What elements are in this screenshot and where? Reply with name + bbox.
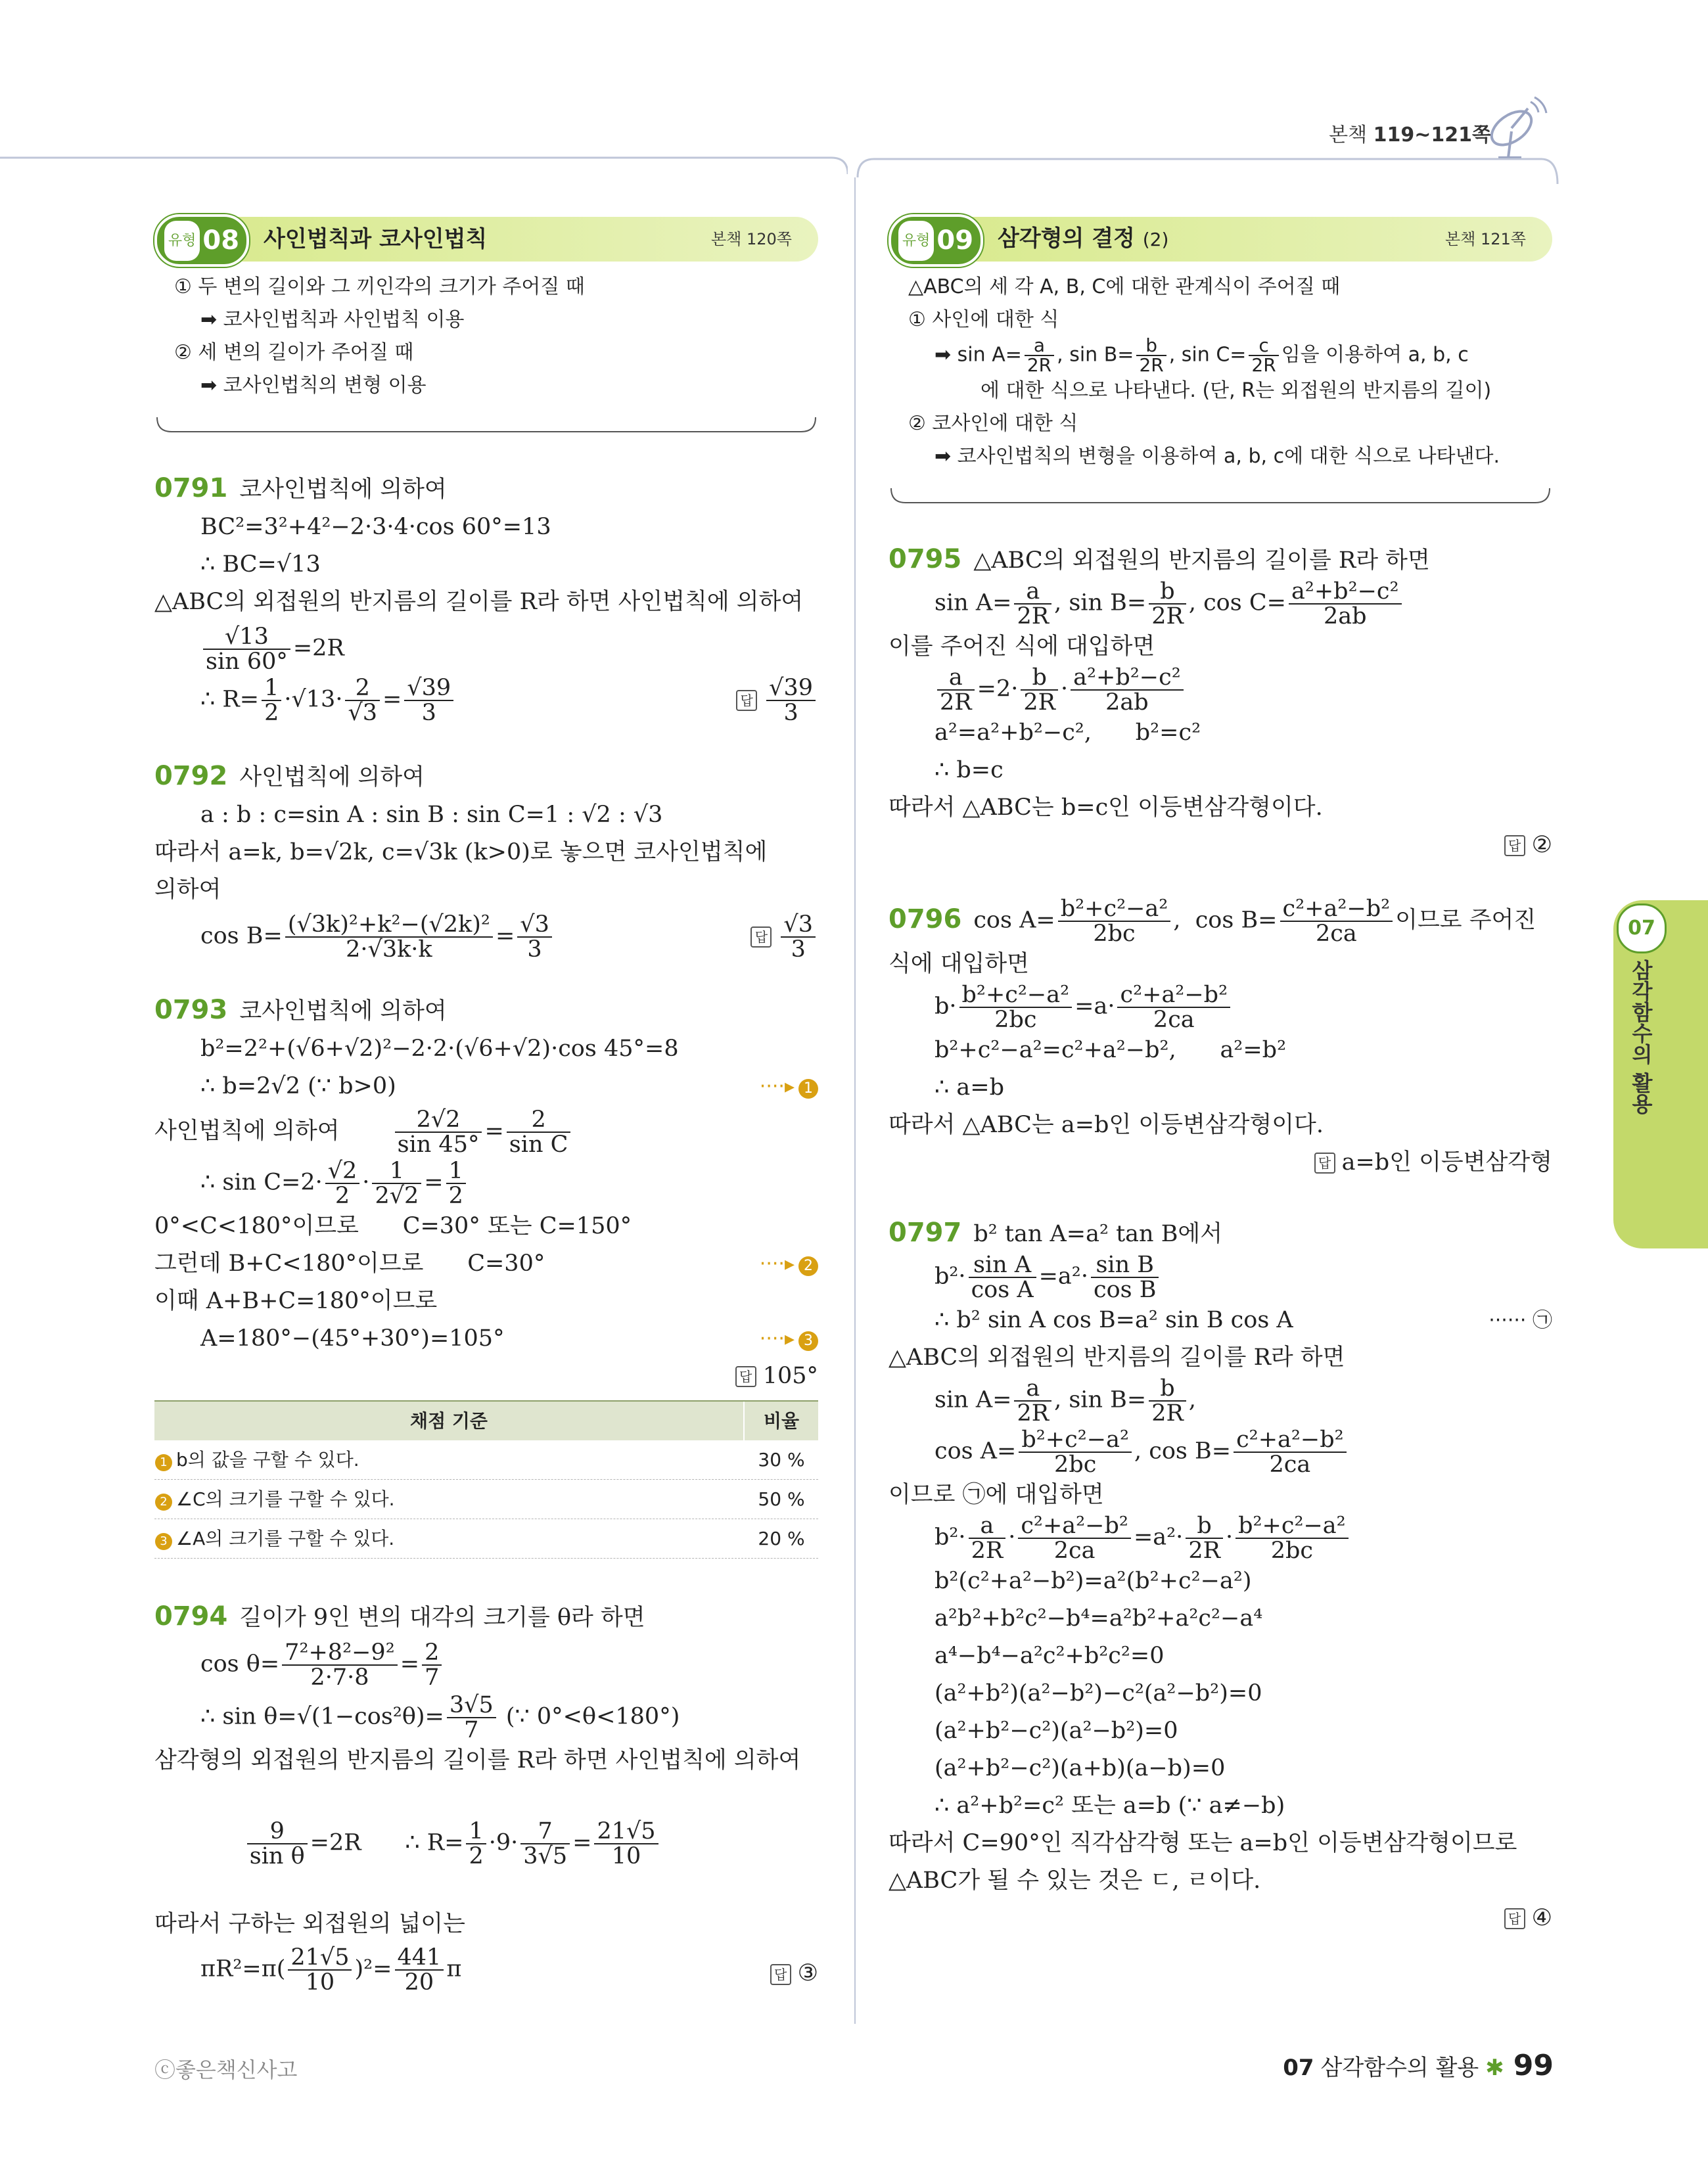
type-badge: 유형 08 bbox=[154, 214, 249, 267]
equation-line: sin A= $\frac{a}{2R}$ , sin B= $\frac{b}{2R}$ , cos C= $\frac{\text{a²+b²−c²}}{2ab}$ bbox=[889, 580, 1552, 628]
type-page-ref: 본책 121쪽 bbox=[1445, 229, 1526, 248]
equation-line: sin A= $\frac{a}{2R}$ , sin B= $\frac{b}{2R}$ , bbox=[935, 1375, 1196, 1427]
text-line: 의하여 bbox=[154, 877, 221, 903]
type-title: 삼각형의 결정 (2) bbox=[998, 225, 1169, 252]
fraction: $\frac{√13}{\sin 60^\circ}$ bbox=[203, 625, 290, 674]
answer: 답 105° bbox=[154, 1358, 818, 1395]
tips-bracket bbox=[889, 487, 1552, 505]
answer: 답 ③ bbox=[770, 1955, 818, 1992]
right-column bbox=[889, 217, 1552, 1937]
equation-line: 사인법칙에 의하여 $\frac{2√2}{\sin 45^\circ}$ = $\frac{2}{\text{sin C}}$ bbox=[154, 1108, 818, 1156]
tip-line: ② 코사인에 대한 식 bbox=[908, 412, 1078, 435]
type-banner-09 bbox=[889, 217, 1552, 262]
tip-line: ① 사인에 대한 식 bbox=[908, 308, 1059, 331]
text-line: △ABC의 외접원의 반지름의 길이를 R라 하면 bbox=[973, 547, 1430, 574]
problem-number: 0795 bbox=[889, 544, 962, 574]
answer: 답 ② bbox=[889, 827, 1552, 864]
step-marker: ····▸ 3 bbox=[760, 1320, 818, 1358]
equation-line: ∴ a²+b²=c² 또는 a=b (∵ a≠−b) bbox=[935, 1793, 1285, 1819]
page-number: 99 bbox=[1513, 2049, 1554, 2082]
tip-line: 에 대한 식으로 나타낸다. (단, R는 외접원의 반지름의 길이) bbox=[981, 379, 1492, 402]
chapter-title: 삼각함수의 활용 bbox=[1320, 2055, 1479, 2081]
star-icon: ✱ bbox=[1485, 2055, 1504, 2081]
page-footer bbox=[1283, 2049, 1554, 2082]
publisher-credit: ⓒ좋은책신사고 bbox=[154, 2057, 298, 2082]
step-marker: ····▸ 1 bbox=[760, 1068, 818, 1105]
equation-line: ∴ a=b bbox=[935, 1074, 1004, 1101]
equation-line: b²+c²−a²=c²+a²−b², a²=b² bbox=[935, 1037, 1287, 1063]
table-header: 비율 bbox=[744, 1401, 818, 1440]
right-column-top-curve bbox=[851, 145, 1561, 197]
problem-number: 0792 bbox=[154, 761, 228, 791]
answer: 답 a=b인 이등변삼각형 bbox=[889, 1144, 1552, 1181]
problem-number: 0796 bbox=[889, 904, 962, 934]
equation-line: A=180°−(45°+30°)=105° ····▸ 3 bbox=[154, 1320, 818, 1358]
tip-line: ➡ sin A= $\frac{a}{2R}$ , sin B= $\frac{b}{2R}$ , sin C= $\frac{c}{2R}$ 임을 이용하여 a, b, c bbox=[935, 334, 1469, 376]
answer: 답 $\frac{√39}{3}$ bbox=[736, 676, 818, 725]
table-row: 1 b의 값을 구할 수 있다. 30 % bbox=[154, 1440, 818, 1480]
text-line: 코사인법칙에 의하여 bbox=[239, 476, 447, 503]
equation-line: cos A= $\frac{\text{b²+c²−a²}}{2bc}$ , cos B= $\frac{\text{c²+a²−b²}}{2ca}$ bbox=[889, 1428, 1552, 1476]
text-line: 이때 A+B+C=180°이므로 bbox=[154, 1288, 438, 1314]
table-row: 3 ∠A의 크기를 구할 수 있다. 20 % bbox=[154, 1519, 818, 1559]
solution-0792 bbox=[154, 758, 818, 961]
problem-number: 0791 bbox=[154, 473, 228, 503]
answer: 답 ④ bbox=[889, 1900, 1552, 1937]
table-header: 채점 기준 bbox=[154, 1401, 744, 1440]
text-line: △ABC가 될 수 있는 것은 ㄷ, ㄹ이다. bbox=[889, 1867, 1261, 1894]
equation-line: ∴ b=2√2 (∵ b>0) ····▸ 1 bbox=[154, 1068, 818, 1105]
tip-line: ① 두 변의 길이와 그 끼인각의 크기가 주어질 때 bbox=[174, 275, 585, 298]
text-line: 삼각형의 외접원의 반지름의 길이를 R라 하면 사인법칙에 의하여 bbox=[154, 1747, 801, 1773]
chapter-tab-number: 07 bbox=[1617, 904, 1667, 953]
equation-line: cos B= $\frac{\text{(√3k)²+k²−(√2k)²}}{2\cdot√3k\cdot k}$ = $\frac{√3}{3}$ 답 $\frac{√3}{3}$ bbox=[154, 913, 818, 961]
problem-number: 0793 bbox=[154, 995, 228, 1025]
text-line: △ABC의 외접원의 반지름의 길이를 R라 하면 사인법칙에 의하여 bbox=[154, 589, 804, 615]
text-line: 이를 주어진 식에 대입하면 bbox=[889, 633, 1155, 660]
type-tips bbox=[889, 271, 1552, 480]
equation-line: $\frac{9}{\text{sin θ}}$ =2R ∴ R= $\frac{1}{2}$ ·9· $\frac{7}{3√5}$ = $\frac{21√5}{10}$ bbox=[154, 1782, 818, 1906]
equation-line: a : b : c=sin A : sin B : sin C=1 : √2 : √3 bbox=[200, 802, 663, 828]
text-line: 식에 대입하면 bbox=[889, 951, 1029, 977]
equation-line: a⁴−b⁴−a²c²+b²c²=0 bbox=[935, 1643, 1165, 1669]
tip-line: ➡ 코사인법칙의 변형 이용 bbox=[200, 374, 427, 397]
tip-line: ② 세 변의 길이가 주어질 때 bbox=[174, 341, 414, 364]
equation-line: cos θ= $\frac{\text{7²+8²−9²}}{2\cdot 7\cdot 8}$ = $\frac{2}{7}$ bbox=[154, 1641, 818, 1689]
tips-bracket bbox=[154, 416, 818, 434]
text-line: 따라서 △ABC는 a=b인 이등변삼각형이다. bbox=[889, 1112, 1324, 1138]
left-column bbox=[154, 217, 818, 1994]
left-column-top-curve bbox=[0, 145, 848, 177]
tip-line: △ABC의 세 각 A, B, C에 대한 관계식이 주어질 때 bbox=[908, 275, 1341, 298]
solution-0795 bbox=[889, 541, 1552, 864]
page-reference: 본책 119~121쪽 bbox=[1329, 124, 1491, 147]
solution-0794 bbox=[154, 1598, 818, 1994]
equation-line: ∴ b=c bbox=[935, 757, 1004, 783]
answer: 답 $\frac{√3}{3}$ bbox=[750, 913, 818, 961]
step-marker: ····▸ 2 bbox=[760, 1245, 818, 1283]
equation-line: ∴ b² sin A cos B=a² sin B cos A ······ ㉠ bbox=[889, 1302, 1552, 1339]
type-page-ref: 본책 120쪽 bbox=[711, 229, 792, 248]
equation-line: ∴ sin C=2· $\frac{√2}{2}$ · $\frac{1}{2√2}$ = $\frac{1}{2}$ bbox=[154, 1159, 818, 1208]
type-tips bbox=[154, 271, 818, 409]
equation-line: (a²+b²)(a²−b²)−c²(a²−b²)=0 bbox=[935, 1680, 1262, 1706]
solution-0791 bbox=[154, 470, 818, 725]
tip-line: ➡ 코사인법칙과 사인법칙 이용 bbox=[200, 308, 465, 331]
text-line: b² tan A=a² tan B에서 bbox=[973, 1221, 1223, 1247]
text-line: △ABC의 외접원의 반지름의 길이를 R라 하면 bbox=[889, 1344, 1345, 1371]
equation-line: b· $\frac{\text{b²+c²−a²}}{2bc}$ =a· $\frac{\text{c²+a²−b²}}{2ca}$ bbox=[889, 983, 1552, 1032]
equation-line: πR²=π( $\frac{21√5}{10}$ )²= $\frac{441}{20}$ π 답 ③ bbox=[200, 1944, 818, 1996]
column-divider bbox=[854, 177, 856, 2024]
text-line: 사인법칙에 의하여 bbox=[239, 764, 425, 790]
equation-line: b²=2²+(√6+√2)²−2·2·(√6+√2)·cos 45°=8 bbox=[200, 1036, 679, 1062]
equation-line: (a²+b²−c²)(a²−b²)=0 bbox=[935, 1718, 1178, 1744]
text-line: 따라서 △ABC는 b=c인 이등변삼각형이다. bbox=[889, 794, 1323, 821]
equation-line: BC²=3²+4²−2·3·4·cos 60°=13 bbox=[200, 514, 551, 540]
solution-0793 bbox=[154, 992, 818, 1559]
solution-0797 bbox=[889, 1214, 1552, 1937]
equation-line: b²(c²+a²−b²)=a²(b²+c²−a²) bbox=[935, 1568, 1252, 1594]
type-badge: 유형 09 bbox=[889, 214, 983, 267]
equation-line: 0796 cos A= $\frac{\text{b²+c²−a²}}{2bc}$ , cos B= $\frac{\text{c²+a²−b²}}{2ca}$ 이므로 주어진 bbox=[889, 896, 1536, 947]
type-title: 사인법칙과 코사인법칙 bbox=[264, 225, 488, 252]
equation-line: ∴ sin θ=√(1−cos²θ)= $\frac{3√5}{7}$ (∵ 0°<θ<180°) bbox=[200, 1692, 680, 1743]
scoring-table bbox=[154, 1400, 818, 1559]
equation-line: (a²+b²−c²)(a+b)(a−b)=0 bbox=[935, 1755, 1226, 1781]
equation-line: $\frac{√13}{\sin 60^\circ}$ =2R bbox=[154, 625, 818, 674]
problem-number: 0797 bbox=[889, 1218, 962, 1248]
solution-0796 bbox=[889, 897, 1552, 1181]
equation-line: b²· $\frac{a}{2R}$ · $\frac{\text{c²+a²−b²}}{2ca}$ =a²· $\frac{b}{2R}$ · $\frac{\text{b²+c²−a²}}{2bc}$ bbox=[889, 1514, 1552, 1563]
equation-line: 0°<C<180°이므로 C=30° 또는 C=150° bbox=[154, 1213, 632, 1239]
equation-line: ∴ R= $\frac{1}{2}$ ·√13· $\frac{2}{√3}$ = $\frac{√39}{3}$ 답 $\frac{√39}{3}$ bbox=[154, 676, 818, 725]
chapter-tab-title: 삼각함수의 활용 bbox=[1628, 959, 1653, 1114]
text-line: 따라서 C=90°인 직각삼각형 또는 a=b인 이등변삼각형이므로 bbox=[889, 1830, 1517, 1856]
equation-line: 그런데 B+C<180°이므로 C=30° ····▸ 2 bbox=[154, 1245, 818, 1283]
text-line: 코사인법칙에 의하여 bbox=[239, 998, 447, 1024]
text-line: 따라서 a=k, b=√2k, c=√3k (k>0)로 놓으면 코사인법칙에 bbox=[154, 839, 768, 865]
text-line: 길이가 9인 변의 대각의 크기를 θ라 하면 bbox=[239, 1605, 645, 1631]
equation-line: a²b²+b²c²−b⁴=a²b²+a²c²−a⁴ bbox=[935, 1605, 1263, 1632]
tip-line: ➡ 코사인법칙의 변형을 이용하여 a, b, c에 대한 식으로 나타낸다. bbox=[935, 445, 1500, 468]
equation-line: b²· $\frac{\text{sin A}}{\text{cos A}}$ =a²· $\frac{\text{sin B}}{\text{cos B}}$ bbox=[889, 1253, 1552, 1302]
table-row: 2 ∠C의 크기를 구할 수 있다. 50 % bbox=[154, 1480, 818, 1519]
text-line: 따라서 구하는 외접원의 넓이는 bbox=[154, 1911, 465, 1937]
equation-label: ······ ㉠ bbox=[1489, 1309, 1552, 1332]
type-banner-08 bbox=[154, 217, 818, 262]
problem-number: 0794 bbox=[154, 1601, 228, 1632]
equation-line: a²=a²+b²−c², b²=c² bbox=[935, 720, 1201, 746]
text-line: 이므로 ㉠에 대입하면 bbox=[889, 1482, 1104, 1508]
equation-line: ∴ BC=√13 bbox=[200, 551, 321, 578]
chapter-number: 07 bbox=[1283, 2055, 1314, 2081]
equation-line: $\frac{a}{2R}$ =2· $\frac{b}{2R}$ · $\frac{\text{a²+b²−c²}}{2ab}$ bbox=[889, 666, 1552, 714]
